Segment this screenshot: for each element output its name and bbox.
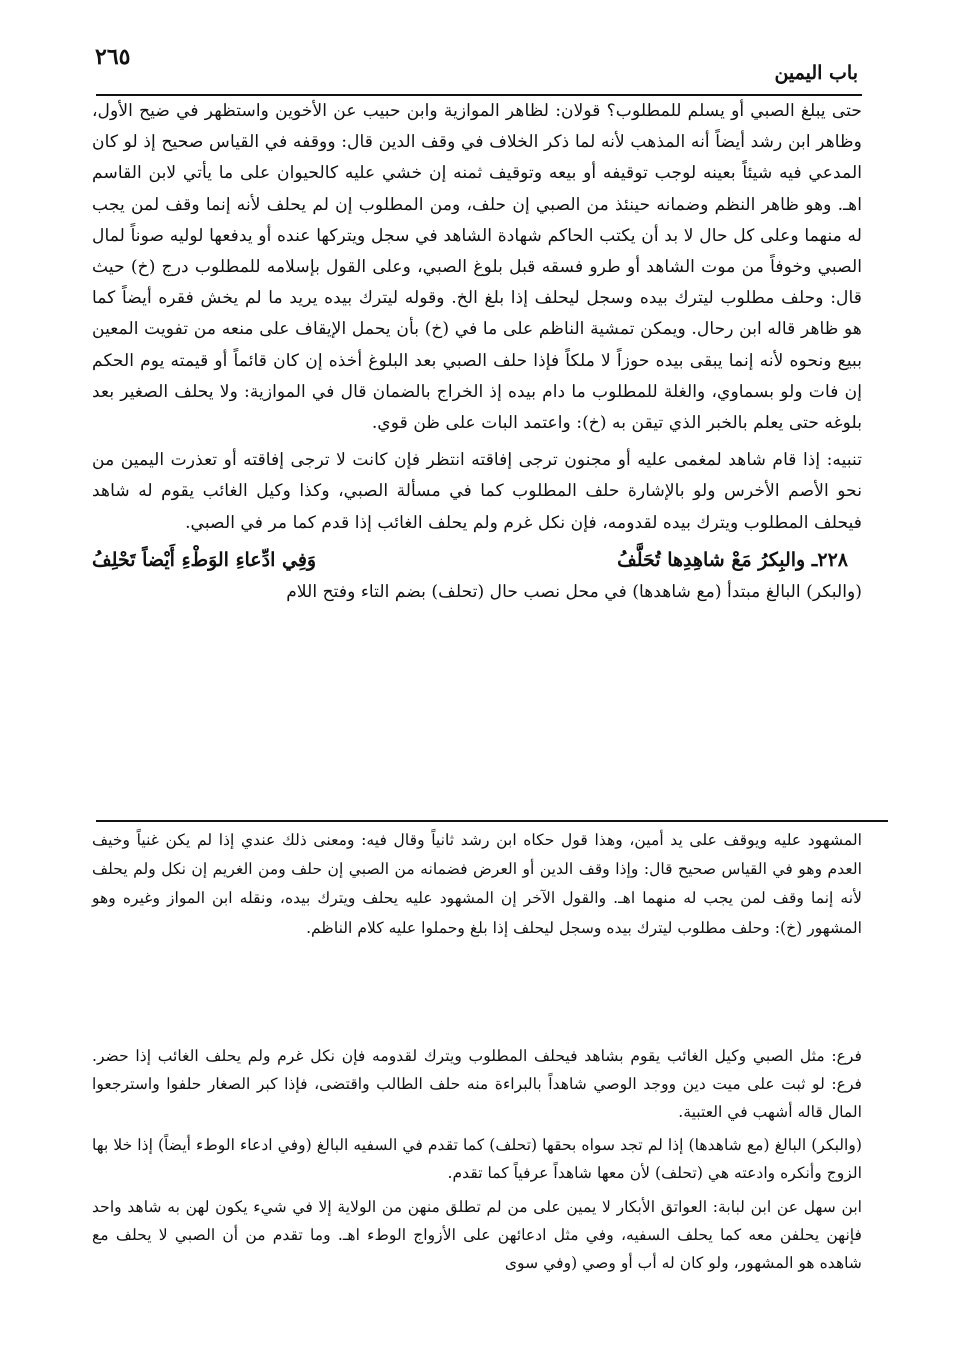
chapter-title: باب اليمين xyxy=(774,62,858,84)
secondary-commentary xyxy=(92,1043,862,1277)
verse-second-hemistich: وَفِي ادِّعاءِ الوَطْءِ أَيْضاً تَحْلِفُ xyxy=(92,548,317,571)
main-paragraph-tanbih: تنبيه: إذا قام شاهد لمغمى عليه أو مجنون ترجى إفاقته انتظر فإن كانت لا ترجى إفاقته أو تعذرت اليمين من نحو الأصم الأخرس ولو بالإشارة حلف المطلوب كما في مسألة الصبي، وكذا وكيل الغائب يقوم له شاهد فيحلف المطلوب ويترك بيده لقدومه، فإن نكل غرم ولم يحلف الغائب إذا قدم كما مر في الصبي. xyxy=(92,450,862,533)
verse-commentary: (والبكر) البالغ مبتدأ (مع شاهدها) في محل نصب حال (تحلف) بضم التاء وفتح اللام xyxy=(286,581,862,602)
commentary-paragraph-1: فرع: مثل الصبي وكيل الغائب يقوم بشاهد فيحلف المطلوب ويترك لقدومه فإن نكل غرم ولم يحلف الغائب إذا حضر. فرع: لو ثبت على ميت دين ووجد الوصي شاهداً بالبراءة منه حلف الطالب واقتضى، فإذا كبر الصغار حلفوا واسترجعوا المال قاله أشهب في العتبية. xyxy=(92,1047,862,1121)
main-paragraph-1: حتى يبلغ الصبي أو يسلم للمطلوب؟ قولان: لظاهر الموازية وابن حبيب عن الأخوين واستظهر في ضيح الأول، وظاهر ابن رشد أيضاً أنه المذهب لأنه لما ذكر الخلاف في وقف الدين قال: ووقفه في القياس صحيح إذ لو كان المدعي فيه شيئاً بعينه لوجب توقيفه أو بيعه وتوقيف ثمنه إن خشي عليه كالحيوان على ما يأتي لابن القاسم اهـ. وهو ظاهر النظم وضمانه حينئذ من الصبي إن حلف، ومن المطلوب إن لم يحلف لأنه إنما وقف لمن يجب له منهما وعلى كل حال لا بد أن يكتب الحاكم شهادة الشاهد في سجل ويتركها عنده أو يدفعها لوليه صوناً لمال الصبي وخوفاً من موت الشاهد أو طرو فسقه قبل بلوغ الصبي، وعلى القول بإسلامه للمطلوب درج (خ) حيث قال: وحلف مطلوب ليترك بيده وسجل ليحلف إذا بلغ الخ. وقوله ليترك بيده يريد ما لم يخش فقره أيضاً كما هو ظاهر قاله ابن رحال. ويمكن تمشية الناظم على ما في (خ) بأن يحمل الإيقاف على منعه من تفويت المعين ببيع ونحوه لأنه إنما يبقى بيده حوزاً لا ملكاً فإذا حلف الصبي بعد البلوغ أخذه إن كان قائماً أو قيمته يوم الحكم إن فات ولو بسماوي، والغلة للمطلوب ما دام بيده إذ الخراج بالضمان قال في الموازية: ولا يحلف الصغير بعد بلوغه حتى يعلم بالخبر الذي تيقن به (خ): واعتمد البات على ظن قوي. xyxy=(92,101,862,434)
footnote-rule xyxy=(96,820,888,822)
verse-228 xyxy=(92,543,862,577)
footnote-section xyxy=(92,826,862,943)
commentary-paragraph-2: (والبكر) البالغ (مع شاهدها) إذا لم تجد سواه بحقها (تحلف) كما تقدم في السفيه البالغ (وفي ادعاء الوطء أيضاً) إذا خلا بها الزوج وأنكره وادعته هي (تحلف) لأن معها شاهداً عرفياً كما تقدم. xyxy=(92,1136,862,1183)
footnote-paragraph: المشهود عليه ويوقف على يد أمين، وهذا قول حكاه ابن رشد ثانياً وقال فيه: ومعنى ذلك عندي إذا لم يكن غنياً وخيف العدم وهو في القياس صحيح قال: وإذا وقف الدين أو العرض فضمانه من الصبي إن حلف ومن الغريم إن نكل ولم يحلف لأنه إنما وقف لمن يجب له منهما اهـ. والقول الآخر إن المشهود عليه يحلف ويترك بيده، ونقله ابن المواز وغيره وهو المشهور (خ): وحلف مطلوب ليترك بيده وسجل ليحلف إذا بلغ وحملوا عليه كلام الناظم. xyxy=(92,831,862,937)
commentary-paragraph-3: ابن سهل عن ابن لبابة: العواتق الأبكار لا يمين على من لم تطلق منهن من الولاية إلا في شيء يكون لهن به شاهد واحد فإنهن يحلفن معه كما يحلف السفيه، وفي مثل ادعائهن على الأزواج الوطء اهـ. وما تقدم من أن الصبي لا يحلف مع شاهده هو المشهور، ولو كان له أب أو وصي (وفي سوى xyxy=(92,1197,862,1272)
verse-first-hemistich: ٢٢٨ـ والبِكرُ مَعْ شاهِدِها تُحَلَّفُ xyxy=(617,548,848,571)
page-number: ٢٦٥ xyxy=(95,44,131,70)
main-text xyxy=(92,96,862,608)
